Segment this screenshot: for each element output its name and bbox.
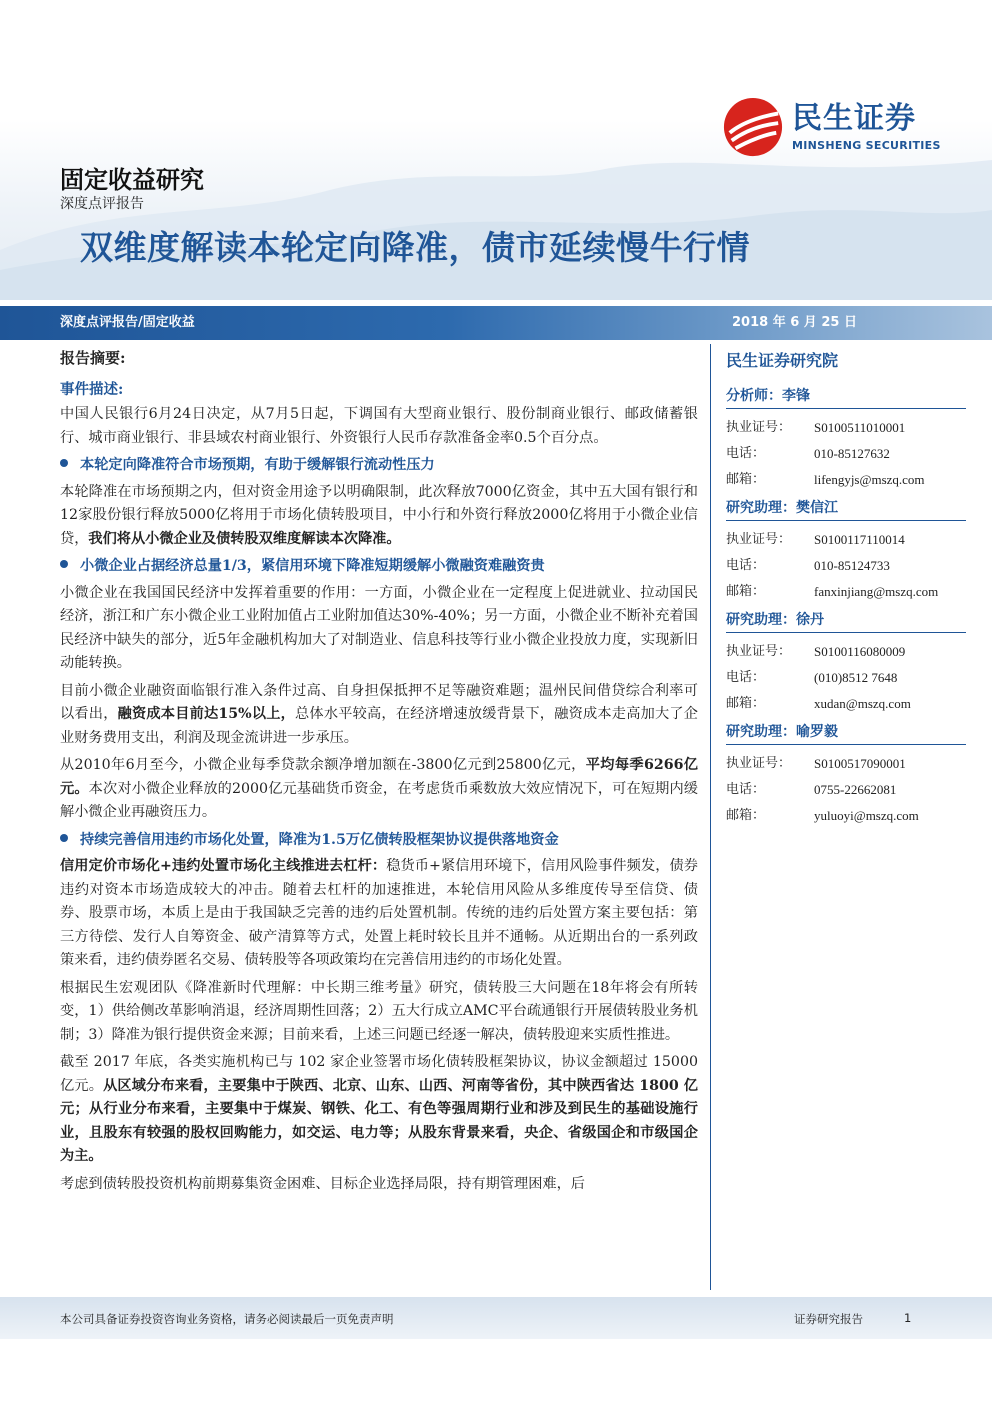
para-text: 考虑到债转股投资机构前期募集资金困难、目标企业选择局限，持有期管理困难，后 (60, 1175, 585, 1192)
para-text: 目前小微企业融资面临银行准入条件过高、自身担保抵押不足等融资难题；温州民间借贷综合利率可以看出， (60, 682, 698, 722)
body-paragraph (60, 1051, 698, 1169)
page-number: 1 (904, 1311, 912, 1325)
para-text: 根据民生宏观团队《降准新时代理解：中长期三维考量》研究，债转股三大问题在18年将会有所转变，1）供给侧改革影响消退，经济周期性回落；2）五大行成立AMC平台疏通银行开展债转股业务机制；3）降准为银行提供资金来源；目前来看，上述三问题已经逐一解决，债转股迎来实质性推进。 (60, 979, 698, 1043)
summary-heading: 报告摘要: (60, 349, 126, 367)
para-text: 从2010年6月至今，小微企业每季贷款余额净增加额在-3800亿元到25800亿元， (60, 757, 586, 773)
summary-column (60, 344, 698, 1290)
body-paragraph (60, 977, 698, 1048)
body-paragraph (60, 1173, 698, 1197)
email-row (726, 803, 966, 829)
analyst-role (726, 721, 966, 745)
analyst-card (726, 385, 966, 493)
phone-value: 0755-22662081 (814, 782, 897, 797)
analyst-role (726, 609, 966, 633)
bullet-text: 本轮定向降准符合市场预期，有助于缓解银行流动性压力 (80, 457, 435, 473)
column-divider (710, 344, 711, 1290)
brand-name-cn: 民生证券 (792, 101, 916, 136)
phone-label: 电话： (726, 670, 766, 685)
institute-name: 民生证券研究院 (726, 351, 839, 370)
email-link[interactable]: xudan@mszq.com (814, 696, 911, 711)
license-value: S0100511010001 (814, 420, 906, 435)
para-tail: 本次对小微企业释放的2000亿元基础货币资金，在考虑货币乘数放大效应情况下，可在短期内缓解小微企业再融资压力。 (60, 780, 698, 820)
role-label: 研究助理： (726, 724, 796, 740)
analyst-card (726, 721, 966, 829)
email-label: 邮箱： (726, 584, 766, 599)
para-text: 小微企业在我国国民经济中发挥着重要的作用：一方面，小微企业在一定程度上促进就业、拉动国民经济，浙江和广东小微企业工业附加值占工业附加值达30%-40%；另一方面，小微企业不断补充着国民经济中缺失的部分，近5年金融机构加大了对制造业、信息科技等行业小微企业投放力度，实现新旧动能转换。 (60, 584, 698, 671)
phone-row (726, 553, 966, 579)
para-text: 本轮降准在市场预期之内，但对资金用途予以明确限制，此次释放7000亿资金，其中五大国有银行和12家股份银行释放5000亿将用于市场化债转股项目，中小行和外资行释放2000亿将用于小微企业信贷， (60, 483, 698, 547)
email-label: 邮箱： (726, 808, 766, 823)
phone-value: 010-85127632 (814, 446, 890, 461)
bullet-dot-icon (60, 560, 68, 568)
license-row (726, 415, 966, 441)
phone-label: 电话： (726, 558, 766, 573)
bullet-text: 持续完善信用违约市场化处置，降准为1.5万亿债转股框架协议提供落地资金 (80, 831, 559, 848)
report-date: 2018 年 6 月 25 日 (732, 315, 857, 330)
bullet-dot-icon (60, 459, 68, 467)
body-paragraph (60, 481, 698, 552)
phone-row (726, 777, 966, 803)
section-bullet (60, 555, 698, 579)
license-row (726, 751, 966, 777)
email-link[interactable]: lifengyjs@mszq.com (814, 472, 925, 487)
analyst-name: 樊信江 (796, 500, 838, 516)
para-tail: 总体水平较高，在经济增速放缓背景下，融资成本走高加大了企业财务费用支出，利润及现金流讲进一步承压。 (60, 706, 698, 746)
brand-logo (722, 96, 941, 158)
section-bullet (60, 829, 698, 853)
analyst-card (726, 497, 966, 605)
band-category: 深度点评报告/固定收益 (60, 315, 195, 330)
analyst-role (726, 385, 966, 409)
license-label: 执业证号： (726, 532, 792, 547)
department-title: 固定收益研究 (60, 166, 204, 194)
body-paragraph (60, 582, 698, 676)
para-bold: 融资成本目前达15%以上， (117, 706, 296, 722)
license-value: S0100116080009 (814, 644, 906, 659)
analyst-name: 喻罗毅 (796, 724, 838, 740)
para-text: 截至 2017 年底，各类实施机构已与 102 家企业签署市场化债转股框架协议，协议金额超过 15000 亿元。 (60, 1054, 698, 1094)
footer-label: 证券研究报告 (794, 1312, 863, 1326)
para-tail: 稳货币+紧信用环境下，信用风险事件频发，债券违约对资本市场造成较大的冲击。随着去杠杆的加速推进，本轮信用风险从多维度传导至信贷、债券、股票市场，本质上是由于我国缺乏完善的违约后处置机制。传统的违约后处置方案主要包括：第三方待偿、发行人自筹资金、破产清算等方式，处置上耗时较长且并不通畅。从近期出台的一系列政策来看，违约债券匿名交易、债转股等各项政策均在完善信用违约的市场化处置。 (60, 858, 698, 968)
analyst-sidebar (726, 348, 966, 833)
license-value: S0100117110014 (814, 532, 905, 547)
footer-disclaimer: 本公司具备证券投资咨询业务资格，请务必阅读最后一页免责声明 (60, 1312, 394, 1326)
email-row (726, 467, 966, 493)
phone-label: 电话： (726, 782, 766, 797)
para-bold: 从区域分布来看，主要集中于陕西、北京、山东、山西、河南等省份，其中陕西省达 1800 亿元；从行业分布来看，主要集中于煤炭、钢铁、化工、有色等强周期行业和涉及到民生的基础设施行业，且股东有较强的股权回购能力，如交运、电力等；从股东背景来看，央企、省级国企和市级国企为主。 (60, 1077, 698, 1164)
phone-row (726, 665, 966, 691)
brand-name-en: MINSHENG SECURITIES (792, 139, 941, 152)
para-bold: 我们将从小微企业及债转股双维度解读本次降准。 (88, 530, 401, 547)
analyst-card (726, 609, 966, 717)
phone-value: 010-85124733 (814, 558, 890, 573)
section-bullet (60, 454, 698, 478)
email-link[interactable]: yuluoyi@mszq.com (814, 808, 919, 823)
report-type: 深度点评报告 (60, 196, 144, 212)
role-label: 分析师： (726, 388, 782, 404)
role-label: 研究助理： (726, 612, 796, 628)
license-row (726, 527, 966, 553)
email-link[interactable]: fanxinjiang@mszq.com (814, 584, 939, 599)
event-paragraph: 中国人民银行6月24日决定，从7月5日起，下调国有大型商业银行、股份制商业银行、邮政储蓄银行、城市商业银行、非县域农村商业银行、外资银行人民币存款准备金率0.5个百分点。 (60, 406, 698, 446)
license-label: 执业证号： (726, 756, 792, 771)
license-row (726, 639, 966, 665)
email-label: 邮箱： (726, 696, 766, 711)
phone-row (726, 441, 966, 467)
license-label: 执业证号： (726, 644, 792, 659)
body-paragraph (60, 855, 698, 973)
report-title: 双维度解读本轮定向降准，债市延续慢牛行情 (80, 228, 750, 267)
minsheng-logo-icon (722, 96, 784, 158)
body-paragraph (60, 680, 698, 751)
role-label: 研究助理： (726, 500, 796, 516)
email-label: 邮箱： (726, 472, 766, 487)
phone-label: 电话： (726, 446, 766, 461)
analyst-name: 徐丹 (796, 612, 824, 628)
email-row (726, 691, 966, 717)
license-label: 执业证号： (726, 420, 792, 435)
para-bold: 平均每季6266亿元。 (60, 757, 698, 797)
body-paragraph (60, 754, 698, 825)
para-bold: 信用定价市场化+违约处置市场化主线推进去杠杆： (60, 858, 387, 874)
bullet-text: 小微企业占据经济总量1/3，紧信用环境下降准短期缓解小微融资难融资贵 (80, 558, 545, 574)
analyst-role (726, 497, 966, 521)
bullet-dot-icon (60, 834, 68, 842)
event-heading: 事件描述: (60, 380, 124, 398)
license-value: S0100517090001 (814, 756, 906, 771)
email-row (726, 579, 966, 605)
phone-value: (010)8512 7648 (814, 670, 898, 685)
analyst-name: 李锋 (782, 388, 810, 404)
